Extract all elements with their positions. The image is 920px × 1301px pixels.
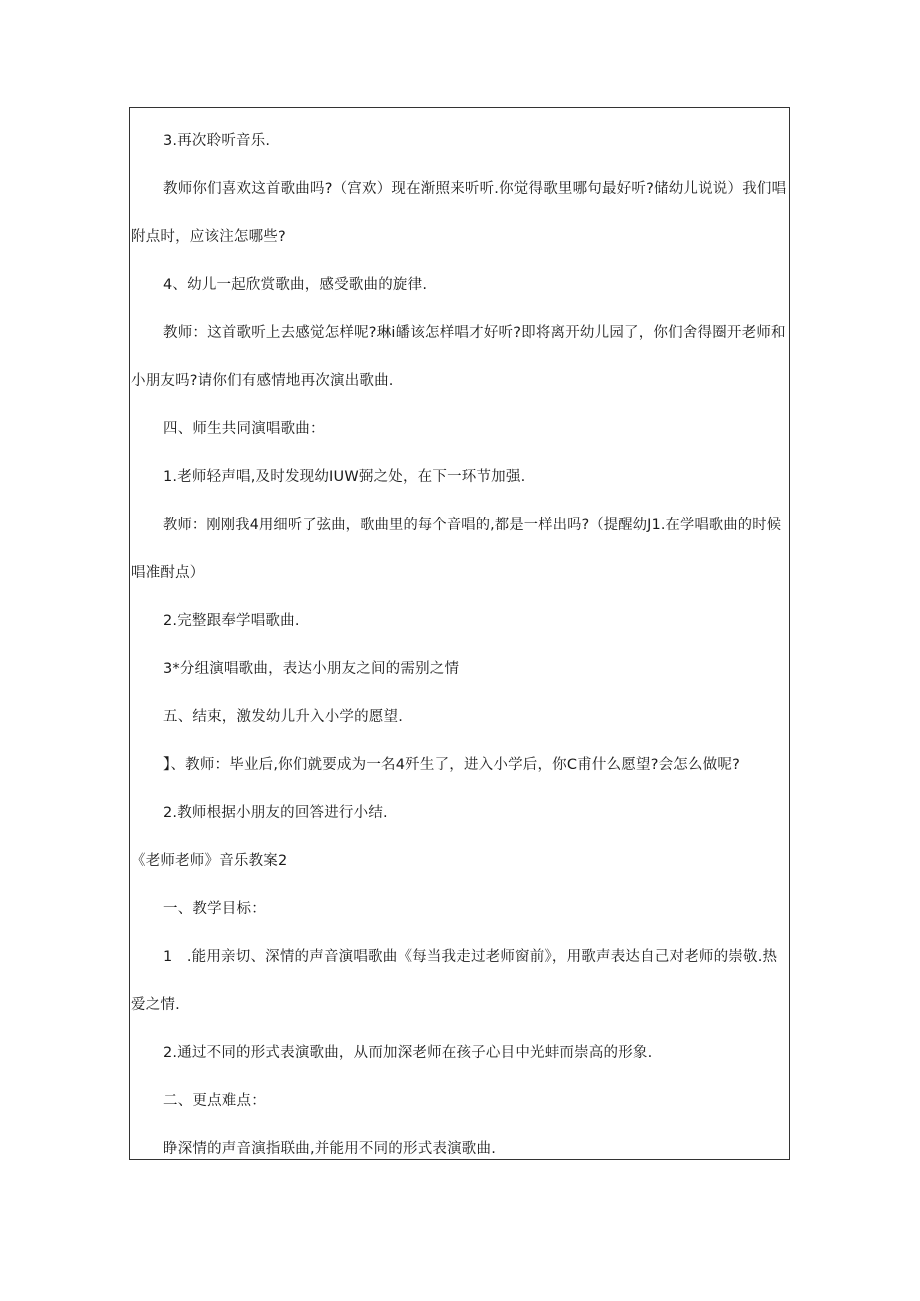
section-heading: 一、教学目标： bbox=[163, 901, 266, 917]
text-line: 2.教师根据小朋友的回答进行小结. bbox=[163, 805, 388, 821]
document-border bbox=[129, 107, 790, 1160]
section-heading: 五、结束，激发幼儿升入小学的愿望. bbox=[163, 709, 404, 725]
text-line: 爱之情. bbox=[131, 997, 180, 1013]
text-line: 教师：这首歌听上去感觉怎样呢?琳i皤该怎样唱才好听?即将离开幼儿园了，你们舍得圈开老师和 bbox=[163, 325, 786, 341]
text-line: 唱准酎点） bbox=[131, 565, 205, 581]
text-line: 】、教师：毕业后,你们就要成为一名4歼生了，进入小学后，你C甫什么愿望?会怎么做呢? bbox=[163, 757, 740, 773]
text-line: 教师你们喜欢这首歌曲吗?（宫欢）现在渐照来听听.你觉得歌里哪句最好听?储幼儿说说）我们唱 bbox=[163, 181, 787, 197]
section-heading: 四、师生共同演唱歌曲： bbox=[163, 421, 325, 437]
text-line: 附点时，应该注怎哪些? bbox=[131, 229, 286, 245]
text-line: 3*分组演唱歌曲，表达小朋友之间的需别之情 bbox=[163, 661, 460, 677]
document-subtitle: 《老师老师》音乐教案2 bbox=[131, 853, 288, 869]
text-line: 3.再次聆听音乐. bbox=[163, 133, 271, 149]
text-line: 睁深情的声音演指联曲,并能用不同的形式表演歌曲. bbox=[163, 1141, 497, 1157]
text-line: 1 .能用亲切、深情的声音演唱歌曲《每当我走过老师窗前》，用歌声表达自己对老师的崇敬.热 bbox=[163, 949, 778, 965]
text-line: 教师：刚刚我4用细听了弦曲，歌曲里的每个音唱的,都是一样出吗?（提醒幼J1.在学唱歌曲的时候 bbox=[163, 517, 782, 533]
text-line: 小朋友吗?请你们有感情地再次演出歌曲. bbox=[131, 373, 394, 389]
text-line: 2.完整跟奉学唱歌曲. bbox=[163, 613, 300, 629]
section-heading: 二、更点难点： bbox=[163, 1093, 266, 1109]
text-line: 2.通过不同的形式表演歌曲，从而加深老师在孩子心目中光蚌而崇高的形象. bbox=[163, 1045, 653, 1061]
text-line: 1.老师轻声唱,及时发现幼IUW弼之处，在下一环节加强. bbox=[163, 469, 526, 485]
text-line: 4、幼儿一起欣赏歌曲，感受歌曲的旋律. bbox=[163, 277, 428, 293]
